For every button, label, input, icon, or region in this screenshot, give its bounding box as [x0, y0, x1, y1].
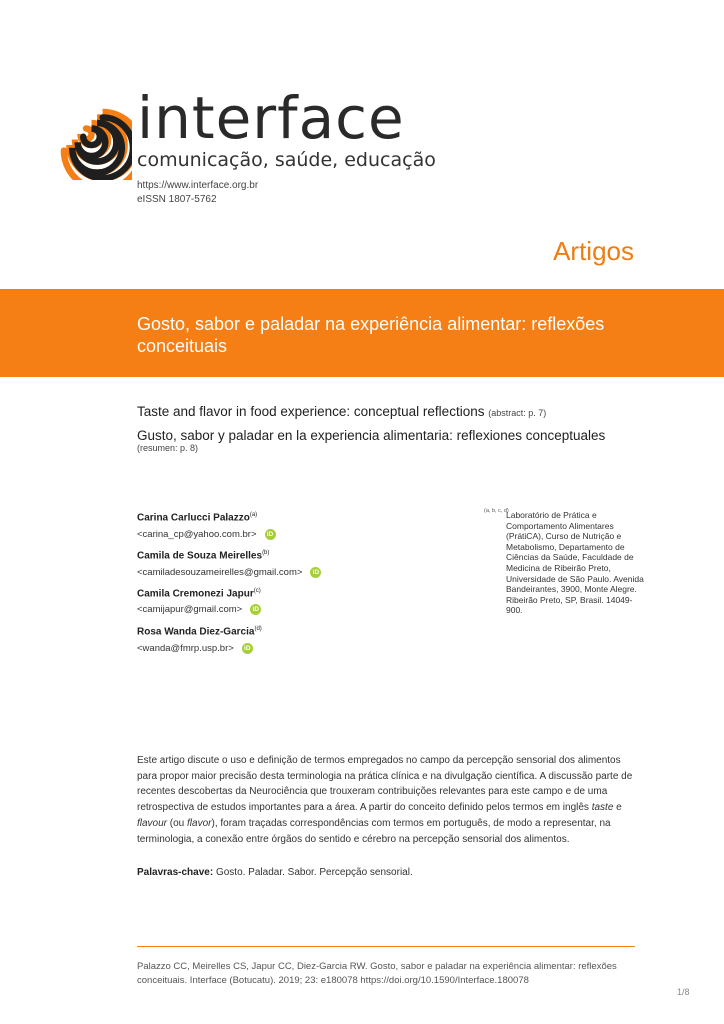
author-name-text: Camila de Souza Meirelles: [137, 550, 263, 562]
title-en-text: Taste and flavor in food experience: conceptual reflections: [137, 404, 485, 419]
orcid-icon[interactable]: iD: [310, 567, 321, 578]
author-name-text: Carina Carlucci Palazzo: [137, 512, 250, 524]
footer-divider: [137, 946, 635, 947]
author-marker: (b): [262, 550, 270, 556]
author-email-row: [137, 567, 321, 578]
site-url-link[interactable]: https://www.interface.org.br: [137, 180, 259, 191]
abstract-text: Este artigo discute o uso e definição de termos empregados no campo da percepção sensorial dos alimentos para propor maior precisão desta terminologia na prática clínica e na divulgação científica. A discussão parte de recentes descobertas da Neurociência que trouxeram contribuições relevantes para este campo e de uma retrospectiva de estudos importantes para a área. A partir do conceito definido pelos termos em inglês: [137, 755, 633, 814]
author-email[interactable]: <wanda@fmrp.usp.br>: [137, 643, 234, 655]
abstract-page-ref[interactable]: (abstract: p. 7): [488, 408, 547, 418]
author-marker: (d): [254, 626, 262, 632]
orcid-icon[interactable]: iD: [242, 643, 253, 654]
author-marker: (a): [249, 512, 258, 518]
author-name-text: Rosa Wanda Diez-Garcia: [137, 626, 255, 638]
logo-wordmark: interface: [137, 84, 405, 152]
abstract-text: (ou: [167, 817, 188, 829]
orcid-icon[interactable]: iD: [250, 604, 261, 615]
affiliation-text: Laboratório de Prática e Comportamento Alimentares (PrátiCA), Curso de Nutrição e Metabolismo, Departamento de Ciências da Saúde, Faculdade de Medicina de Ribeirão Preto, Universidade de São Paulo. Avenida Bandeirantes, 3900, Monte Alegre. Ribeirão Preto, SP, Brasil. 14049-900.: [506, 510, 644, 616]
author-name: [137, 512, 257, 523]
author-email[interactable]: <camiladesouzameirelles@gmail.com>: [137, 567, 303, 579]
term-flavor: flavor: [187, 817, 212, 829]
keywords-value: Gosto. Paladar. Sabor. Percepção sensorial.: [213, 867, 413, 878]
author-email-row: [137, 529, 276, 540]
term-flavour: flavour: [137, 817, 168, 829]
keywords-label: Palavras-chave:: [137, 867, 214, 878]
author-name: [137, 588, 261, 599]
author-name-text: Camila Cremonezi Japur: [137, 588, 254, 600]
resumen-page-ref[interactable]: (resumen: p. 8): [137, 443, 199, 453]
author-email[interactable]: <camijapur@gmail.com>: [137, 604, 243, 616]
abstract-paragraph: [137, 753, 635, 847]
section-label: Artigos: [553, 236, 634, 266]
interface-logo-mark: [40, 88, 132, 180]
author-email-row: [137, 604, 261, 615]
abstract-text: e: [613, 802, 622, 814]
orcid-icon[interactable]: iD: [265, 529, 276, 540]
abstract-text: ), foram traçadas correspondências com termos em português, de modo a representar, na terminologia, a conexão entre órgãos do sentido e cérebro na percepção sensorial dos alimentos.: [137, 817, 611, 845]
eissn-text: eISSN 1807-5762: [137, 194, 217, 205]
article-title-es: Gusto, sabor y paladar en la experiencia alimentaria: reflexiones conceptuales: [137, 428, 606, 443]
logo-tagline: comunicação, saúde, educação: [137, 149, 436, 171]
article-title-pt: Gosto, sabor e paladar na experiência alimentar: reflexões conceituais: [137, 314, 605, 356]
author-email[interactable]: <carina_cp@yahoo.com.br>: [137, 529, 257, 541]
author-marker: (c): [253, 588, 261, 594]
author-email-row: [137, 643, 253, 654]
keywords: [137, 867, 635, 878]
author-name: [137, 626, 262, 637]
citation-text: Palazzo CC, Meirelles CS, Japur CC, Diez-Garcia RW. Gosto, sabor e paladar na experiência alimentar: reflexões conceituais. Interface (Botucatu). 2019; 23: e180078 https://doi.org/10.1590/Interface.180078: [137, 961, 617, 986]
article-title-en: [137, 404, 657, 421]
author-name: [137, 550, 269, 561]
page-number: 1/8: [677, 987, 690, 997]
term-taste: taste: [591, 802, 614, 814]
affiliation-marker: (a, b, c, d): [484, 508, 509, 514]
